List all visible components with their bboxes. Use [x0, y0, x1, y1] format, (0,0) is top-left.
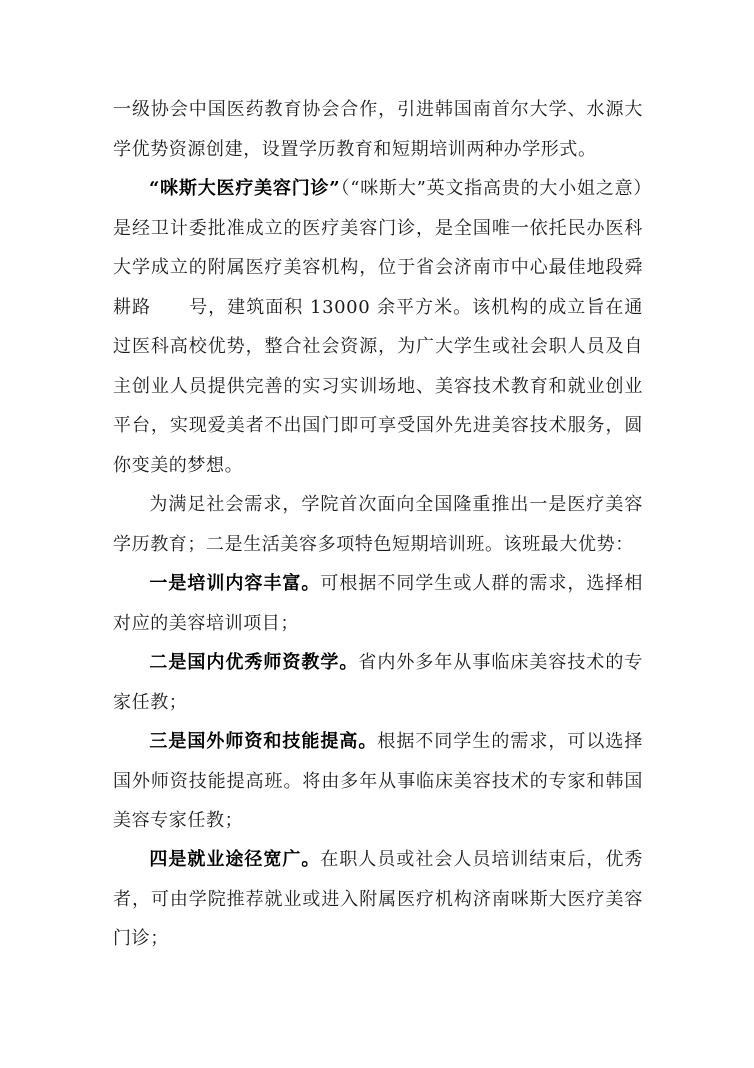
advantage-four-heading: 四是就业途径宽广。	[149, 849, 321, 870]
paragraph-clinic	[113, 169, 643, 485]
paragraph-text: 可根据不同学生或人群的需求，选择相对应的美容培训项目；	[113, 573, 643, 634]
paragraph-text: 为满足社会需求，学院首次面向全国隆重推出一是医疗美容学历教育；二是生活美容多项特色短期培训班。该班最大优势：	[113, 494, 643, 555]
clinic-name-heading: “咪斯大医疗美容门诊”	[149, 178, 341, 199]
paragraph-courses	[113, 485, 643, 564]
advantage-three	[113, 722, 643, 841]
paragraph-text: 省内外多年从事临床美容技术的专家任教；	[113, 652, 643, 713]
advantage-one	[113, 564, 643, 643]
advantage-one-heading: 一是培训内容丰富。	[149, 573, 321, 594]
paragraph-text: 一级协会中国医药教育协会合作，引进韩国南首尔大学、水源大学优势资源创建，设置学历教育和短期培训两种办学形式。	[113, 99, 643, 160]
paragraph-text: （“咪斯大”英文指高贵的大小姐之意）是经卫计委批准成立的医疗美容门诊，是全国唯一依托民办医科大学成立的附属医疗美容机构，位于省会济南市中心最佳地段舜耕路 号，建筑面积 13000 余平方米。该机构的成立旨在通过医科高校优势，整合社会资源，为广大学生或社会职人员及自主创业人员提供完善的实习实训场地、美容技术教育和就业创业平台，实现爱美者不出国门即可享受国外先进美容技术服务，圆你变美的梦想。	[113, 178, 643, 476]
paragraph-text: 根据不同学生的需求，可以选择国外师资技能提高班。将由多年从事临床美容技术的专家和韩国美容专家任教；	[113, 731, 644, 831]
advantage-two-heading: 二是国内优秀师资教学。	[149, 652, 359, 673]
advantage-four	[113, 840, 643, 959]
advantage-two	[113, 643, 643, 722]
advantage-three-heading: 三是国外师资和技能提高。	[149, 731, 378, 752]
paragraph-text: 在职人员或社会人员培训结束后，优秀者，可由学院推荐就业或进入附属医疗机构济南咪斯大医疗美容门诊；	[113, 849, 643, 949]
paragraph-intro-continued	[113, 90, 643, 169]
